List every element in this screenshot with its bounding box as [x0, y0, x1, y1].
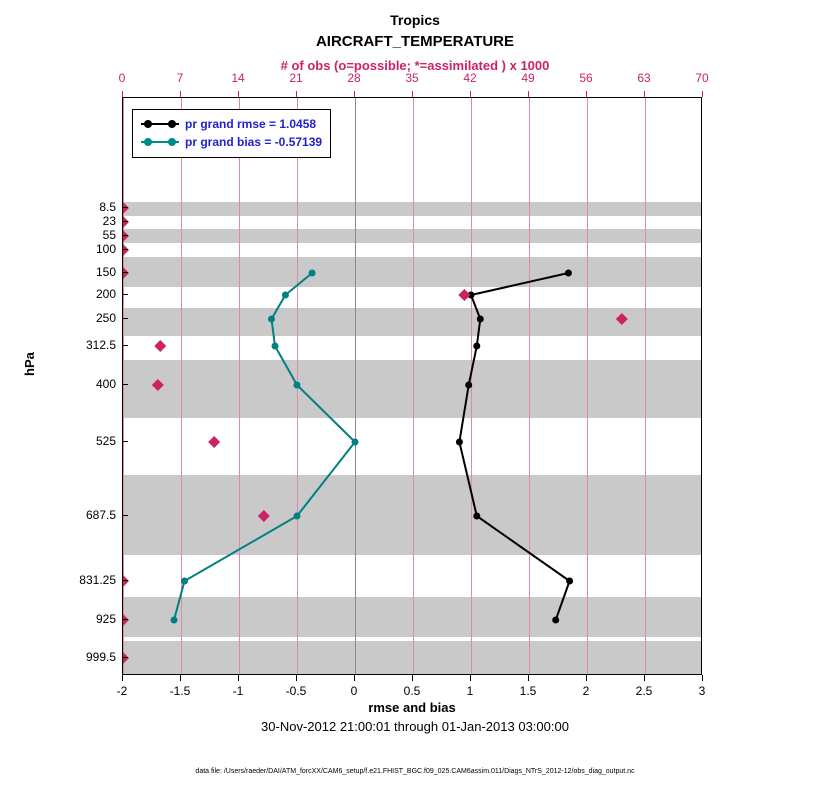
x-tick-label-top: 14 [231, 71, 245, 85]
legend-label: pr grand bias = -0.57139 [185, 135, 323, 149]
legend-item [141, 115, 322, 133]
series-marker [473, 343, 480, 350]
y-tick [122, 657, 128, 658]
series-marker [465, 382, 472, 389]
series-marker [272, 343, 279, 350]
x-tick-label-bottom: 3 [698, 684, 706, 698]
x-tick-bottom [644, 675, 645, 681]
series-marker [565, 270, 572, 277]
series-marker [352, 439, 359, 446]
data-file-label: data file: /Users/raeder/DAI/ATM_forcXX/CAM6_setup/f.e21.FHIST_BGC.f09_025.CAM6assim.011/Diags_NTrS_2012-12/obs_diag_output.nc [195, 768, 635, 775]
series-marker [552, 617, 559, 624]
y-tick-label: 200 [95, 287, 116, 301]
y-tick [122, 272, 128, 273]
y-tick [122, 294, 128, 295]
legend [132, 109, 331, 158]
series-marker [456, 439, 463, 446]
x-tick-bottom [180, 675, 181, 681]
series-marker [294, 382, 301, 389]
x-axis-title: rmse and bias [368, 700, 456, 715]
x-tick-label-top: 35 [405, 71, 419, 85]
x-tick-label-bottom: -1.5 [169, 684, 191, 698]
y-tick [122, 318, 128, 319]
series-marker [268, 316, 275, 323]
obs-marker-diamond [154, 340, 166, 352]
legend-swatch [141, 118, 179, 130]
y-tick [122, 515, 128, 516]
y-tick-label: 999.5 [85, 650, 116, 664]
y-tick [122, 345, 128, 346]
x-tick-label-bottom: 2.5 [635, 684, 653, 698]
series-polyline [174, 273, 355, 620]
x-tick-bottom [702, 675, 703, 681]
y-tick-label: 831.25 [79, 573, 116, 587]
obs-axis-title: # of obs (o=possible; *=assimilated ) x 1000 [280, 58, 550, 73]
plot-area [122, 97, 702, 675]
y-tick-label: 23 [102, 214, 116, 228]
x-tick-label-bottom: 2 [582, 684, 590, 698]
series-marker [181, 578, 188, 585]
x-tick-bottom [296, 675, 297, 681]
x-tick-label-bottom: 0 [350, 684, 358, 698]
y-tick-label: 8.5 [99, 200, 116, 214]
y-tick [122, 580, 128, 581]
x-tick-label-top: 70 [695, 71, 709, 85]
y-tick-label: 400 [95, 377, 116, 391]
x-tick-label-top: 42 [463, 71, 477, 85]
x-tick-label-top: 28 [347, 71, 361, 85]
x-tick-bottom [586, 675, 587, 681]
y-tick [122, 207, 128, 208]
y-tick-label: 312.5 [85, 338, 116, 352]
x-tick-label-top: 49 [521, 71, 535, 85]
legend-label: pr grand rmse = 1.0458 [185, 117, 317, 131]
x-tick-bottom [412, 675, 413, 681]
y-tick [122, 235, 128, 236]
y-tick-label: 150 [95, 265, 116, 279]
x-tick-label-bottom: -1 [232, 684, 244, 698]
x-tick-bottom [122, 675, 123, 681]
legend-swatch [141, 136, 179, 148]
obs-marker-diamond [616, 313, 628, 325]
series-polyline [459, 273, 569, 620]
series-marker [171, 617, 178, 624]
x-tick-label-bottom: -0.5 [285, 684, 307, 698]
series-lines [123, 98, 702, 675]
x-tick-label-bottom: 1 [466, 684, 474, 698]
obs-marker-diamond [458, 289, 470, 301]
series-marker [294, 513, 301, 520]
x-tick-bottom [470, 675, 471, 681]
y-tick-label: 925 [95, 612, 116, 626]
y-tick-label: 525 [95, 434, 116, 448]
series-marker [309, 270, 316, 277]
x-tick-label-top: 63 [637, 71, 651, 85]
y-tick [122, 384, 128, 385]
y-tick [122, 221, 128, 222]
chart-title-region: Tropics [390, 12, 440, 28]
y-tick-label: 687.5 [85, 508, 116, 522]
x-tick-label-top: 21 [289, 71, 303, 85]
y-axis-labels [40, 97, 116, 675]
series-marker [566, 578, 573, 585]
y-tick-label: 55 [102, 228, 116, 242]
x-tick-bottom [528, 675, 529, 681]
y-tick-label: 250 [95, 311, 116, 325]
series-marker [282, 292, 289, 299]
legend-item [141, 133, 322, 151]
chart-title-variable: AIRCRAFT_TEMPERATURE [315, 33, 515, 50]
series-marker [477, 316, 484, 323]
y-axis-ticks [122, 97, 130, 675]
x-tick-label-bottom: 1.5 [519, 684, 537, 698]
y-axis-title: hPa [22, 352, 37, 376]
series-marker [473, 513, 480, 520]
x-tick-label-bottom: -2 [116, 684, 128, 698]
x-tick-label-top: 56 [579, 71, 593, 85]
obs-marker-diamond [258, 510, 270, 522]
obs-marker-diamond [152, 379, 164, 391]
y-tick [122, 249, 128, 250]
x-tick-top [702, 91, 703, 97]
y-tick [122, 441, 128, 442]
obs-marker-diamond [208, 436, 220, 448]
date-range-label: 30-Nov-2012 21:00:01 through 01-Jan-2013 03:00:00 [261, 719, 569, 734]
x-tick-label-bottom: 0.5 [403, 684, 421, 698]
x-tick-label-top: 7 [176, 71, 184, 85]
y-tick-label: 100 [95, 242, 116, 256]
x-tick-bottom [354, 675, 355, 681]
x-tick-label-top: 0 [118, 71, 126, 85]
y-tick [122, 619, 128, 620]
x-tick-bottom [238, 675, 239, 681]
